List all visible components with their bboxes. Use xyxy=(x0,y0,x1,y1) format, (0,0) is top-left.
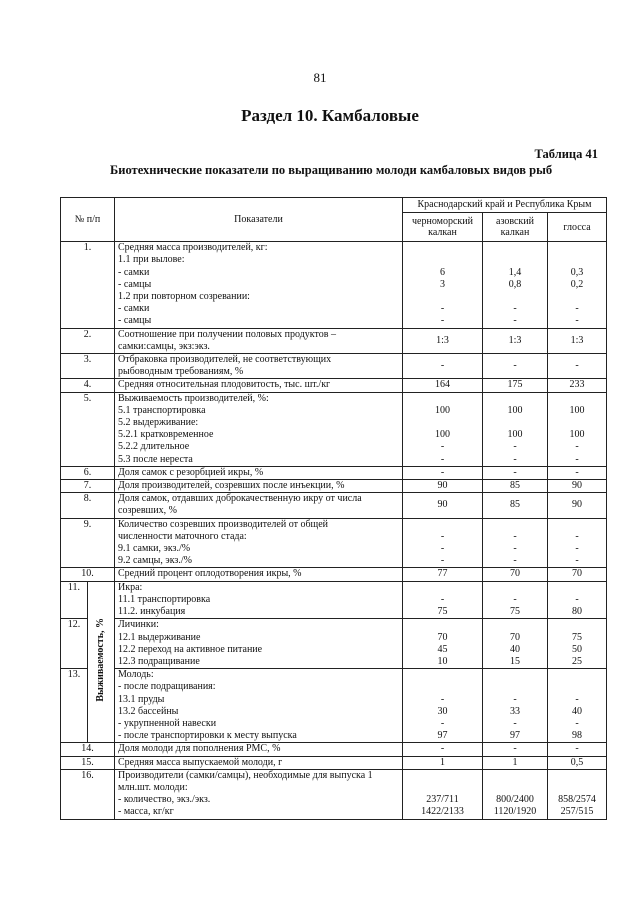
value-cell: 100 100 - - xyxy=(403,392,483,466)
indicator-line: млн.шт. молоди: xyxy=(118,781,188,793)
indicators-table xyxy=(60,197,607,820)
indicator-line: Личинки: xyxy=(118,619,159,631)
value-cell: - xyxy=(548,743,607,756)
table-row xyxy=(61,743,607,756)
indicator-line: 5.2 выдерживание: xyxy=(118,417,199,429)
value-cell: 1:3 xyxy=(548,328,607,353)
indicator-cell xyxy=(115,743,403,756)
indicator-line: 1.1 при вылове: xyxy=(118,254,185,266)
indicator-line: - самцы xyxy=(118,278,152,290)
indicator-line: численности маточного стада: xyxy=(118,530,247,542)
value-cell: 85 xyxy=(483,480,548,493)
indicator-cell xyxy=(115,328,403,353)
table-row xyxy=(61,493,607,518)
indicator-line: Соотношение при получении половых продуктов – xyxy=(118,328,336,340)
value-cell: - xyxy=(403,466,483,479)
indicator-line: - масса, кг/кг xyxy=(118,806,174,818)
indicator-cell xyxy=(115,568,403,581)
value-cell: 175 xyxy=(483,379,548,392)
indicator-line: Выживаемость производителей, %: xyxy=(118,392,269,404)
indicator-line: - после транспортировки к месту выпуска xyxy=(118,730,297,742)
indicator-cell xyxy=(115,392,403,466)
indicator-line: Средняя относительная плодовитость, тыс. шт./кг xyxy=(118,379,331,391)
header-species: глосса xyxy=(548,213,607,242)
table-row xyxy=(61,619,607,669)
header-region: Краснодарский край и Республика Крым xyxy=(403,198,607,213)
value-cell: 90 xyxy=(548,480,607,493)
indicator-cell xyxy=(115,242,403,328)
value-cell: - 80 xyxy=(548,581,607,619)
value-cell: - - - xyxy=(403,518,483,568)
table-row xyxy=(61,466,607,479)
value-cell: 100 100 - - xyxy=(483,392,548,466)
value-cell: 77 xyxy=(403,568,483,581)
indicator-line: - укрупненной навески xyxy=(118,717,217,729)
value-cell: - 40 - 98 xyxy=(548,669,607,743)
value-cell: 1:3 xyxy=(483,328,548,353)
indicator-line: 9.1 самки, экз./% xyxy=(118,543,191,555)
value-cell: - 75 xyxy=(483,581,548,619)
row-number: 6. xyxy=(61,466,115,479)
value-cell: 237/711 1422/2133 xyxy=(403,769,483,819)
row-number: 15. xyxy=(61,756,115,769)
indicator-cell xyxy=(115,619,403,669)
indicator-line: Количество созревших производителей от общей xyxy=(118,518,329,530)
indicator-line: Икра: xyxy=(118,581,143,593)
value-cell: 90 xyxy=(403,493,483,518)
indicator-line: Доля молоди для пополнения РМС, % xyxy=(118,743,281,755)
indicator-cell xyxy=(115,466,403,479)
indicator-line: 12.2 переход на активное питание xyxy=(118,643,263,655)
value-cell: 70 45 10 xyxy=(403,619,483,669)
value-cell: 100 100 - - xyxy=(548,392,607,466)
value-cell: - xyxy=(483,466,548,479)
row-number: 8. xyxy=(61,493,115,518)
row-number: 13. xyxy=(61,669,88,743)
table-row xyxy=(61,242,607,328)
indicator-line: Доля самок, отдавших доброкачественную икру от числа xyxy=(118,493,362,505)
indicator-line: 5.2.1 кратковременное xyxy=(118,429,214,441)
indicator-cell xyxy=(115,769,403,819)
indicator-line: Молодь: xyxy=(118,669,154,681)
indicator-cell xyxy=(115,493,403,518)
indicator-line: 12.1 выдерживание xyxy=(118,631,201,643)
indicator-line: 13.2 бассейны xyxy=(118,705,179,717)
value-cell: 90 xyxy=(548,493,607,518)
row-number: 9. xyxy=(61,518,115,568)
value-cell: 233 xyxy=(548,379,607,392)
value-cell: 858/2574 257/515 xyxy=(548,769,607,819)
indicator-line: Средняя масса выпускаемой молоди, г xyxy=(118,756,283,768)
value-cell: 1:3 xyxy=(403,328,483,353)
value-cell: - 75 xyxy=(403,581,483,619)
survival-vertical-label: Выживаемость, % xyxy=(88,581,115,743)
row-number: 10. xyxy=(61,568,115,581)
value-cell: 164 xyxy=(403,379,483,392)
value-cell: 1 xyxy=(403,756,483,769)
indicator-line: Средняя масса производителей, кг: xyxy=(118,242,268,254)
value-cell: 1 xyxy=(483,756,548,769)
value-cell: 70 40 15 xyxy=(483,619,548,669)
indicator-cell xyxy=(115,354,403,379)
indicator-line: 11.1 транспортировка xyxy=(118,593,211,605)
table-body xyxy=(61,242,607,819)
value-cell: 70 xyxy=(483,568,548,581)
indicator-cell xyxy=(115,518,403,568)
table-row xyxy=(61,581,607,619)
indicator-line: 5.2.2 длительное xyxy=(118,441,190,453)
table-caption: Биотехнические показатели по выращиванию молоди камбаловых видов рыб xyxy=(110,163,553,177)
value-cell: 0,3 0,2 - - xyxy=(548,242,607,328)
indicator-line: Производители (самки/самцы), необходимые для выпуска 1 xyxy=(118,769,373,781)
row-number: 7. xyxy=(61,480,115,493)
row-number: 1. xyxy=(61,242,115,328)
value-cell: - xyxy=(483,354,548,379)
header-indicator: Показатели xyxy=(115,198,403,242)
value-cell: - xyxy=(403,354,483,379)
indicator-line: созревших, % xyxy=(118,505,177,517)
table-row xyxy=(61,392,607,466)
page-number: 81 xyxy=(313,70,327,85)
indicator-cell xyxy=(115,756,403,769)
table-row xyxy=(61,480,607,493)
indicator-line: 9.2 самцы, экз./% xyxy=(118,555,192,567)
indicator-cell xyxy=(115,379,403,392)
indicator-line: Доля производителей, созревших после инъекции, % xyxy=(118,480,345,492)
section-title: Раздел 10. Камбаловые xyxy=(241,106,419,125)
value-cell: - - - xyxy=(548,518,607,568)
value-cell: - 33 - 97 xyxy=(483,669,548,743)
indicator-line: - самки xyxy=(118,266,150,278)
row-number: 16. xyxy=(61,769,115,819)
row-number: 4. xyxy=(61,379,115,392)
row-number: 5. xyxy=(61,392,115,466)
table-row xyxy=(61,328,607,353)
indicator-line: рыбоводным требованиям, % xyxy=(118,366,244,378)
row-number: 11. xyxy=(61,581,88,619)
value-cell: 85 xyxy=(483,493,548,518)
indicator-line: 11.2. инкубация xyxy=(118,606,186,618)
indicator-line: Доля самок с резорбцией икры, % xyxy=(118,466,264,478)
row-number: 2. xyxy=(61,328,115,353)
indicator-line: Отбраковка производителей, не соответствующих xyxy=(118,354,332,366)
indicator-line: Средний процент оплодотворения икры, % xyxy=(118,568,302,580)
table-row xyxy=(61,354,607,379)
indicator-line: - после подращивания: xyxy=(118,681,216,693)
indicator-line: - количество, экз./экз. xyxy=(118,794,211,806)
table-row xyxy=(61,669,607,743)
value-cell: - 30 - 97 xyxy=(403,669,483,743)
indicator-cell xyxy=(115,669,403,743)
value-cell: 75 50 25 xyxy=(548,619,607,669)
value-cell: - xyxy=(548,466,607,479)
table-row xyxy=(61,568,607,581)
header-num: № п/п xyxy=(61,198,115,242)
table-row xyxy=(61,769,607,819)
table-number: Таблица 41 xyxy=(534,147,598,161)
indicator-line: 1.2 при повторном созревании: xyxy=(118,291,250,303)
table-row xyxy=(61,756,607,769)
value-cell: - xyxy=(403,743,483,756)
indicator-cell xyxy=(115,480,403,493)
indicator-line: 5.3 после нереста xyxy=(118,453,193,465)
table-row xyxy=(61,518,607,568)
value-cell: - xyxy=(548,354,607,379)
value-cell: - - - xyxy=(483,518,548,568)
value-cell: 70 xyxy=(548,568,607,581)
row-number: 3. xyxy=(61,354,115,379)
indicator-line: - самцы xyxy=(118,315,152,327)
header-species: азовский калкан xyxy=(483,213,548,242)
value-cell: 0,5 xyxy=(548,756,607,769)
value-cell: 1,4 0,8 - - xyxy=(483,242,548,328)
table-row xyxy=(61,379,607,392)
indicator-line: 12.3 подращивание xyxy=(118,655,200,667)
indicator-line: самки:самцы, экз:экз. xyxy=(118,340,210,352)
indicator-line: - самки xyxy=(118,303,150,315)
value-cell: 800/2400 1120/1920 xyxy=(483,769,548,819)
indicator-cell xyxy=(115,581,403,619)
indicator-line: 13.1 пруды xyxy=(118,693,165,705)
value-cell: - xyxy=(483,743,548,756)
value-cell: 90 xyxy=(403,480,483,493)
row-number: 12. xyxy=(61,619,88,669)
indicator-line: 5.1 транспортировка xyxy=(118,404,206,416)
row-number: 14. xyxy=(61,743,115,756)
header-species: черноморский калкан xyxy=(403,213,483,242)
value-cell: 6 3 - - xyxy=(403,242,483,328)
